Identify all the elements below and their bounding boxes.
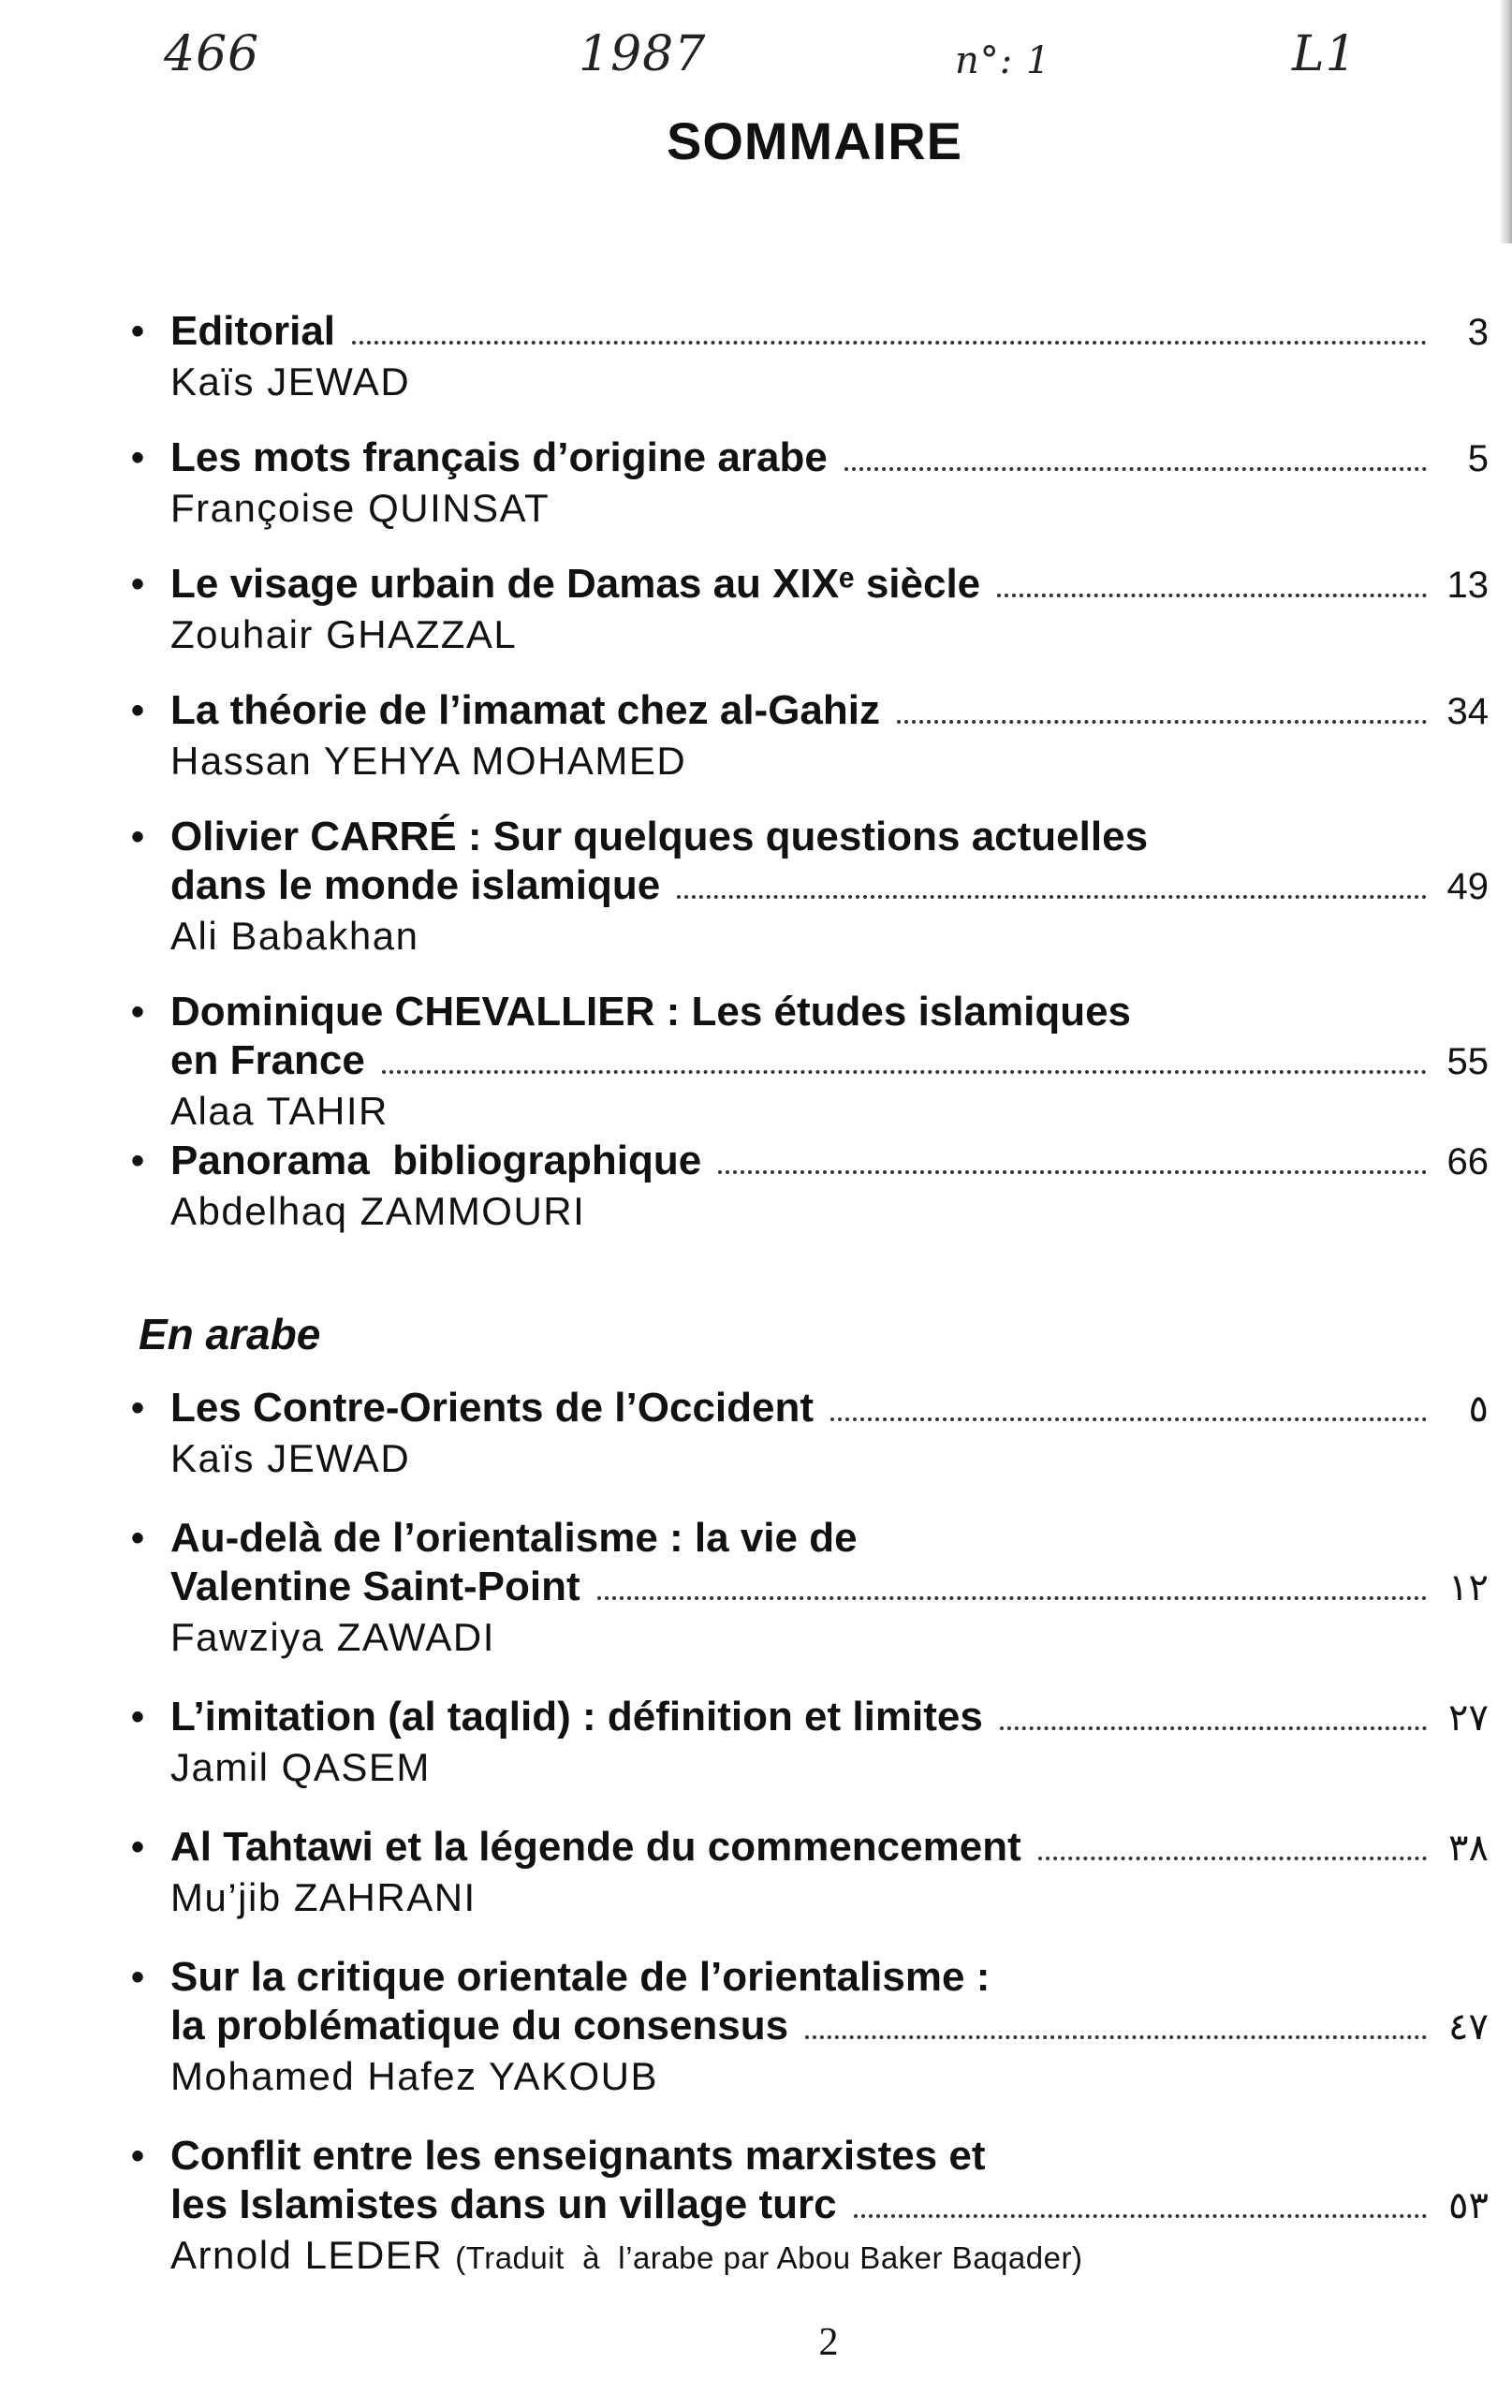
entry-page: ٤٧ [1448,2006,1489,2048]
dot-leader [830,1417,1427,1421]
entry-title-line [131,1137,1489,1186]
entry-author: Ali Babakhan [170,914,419,958]
entry-author: Hassan YEHYA MOHAMED [170,739,687,783]
bullet-icon: • [131,816,145,858]
toc-entry-chevallier [131,988,1489,1137]
entry-title: Editorial [170,308,336,354]
entry-title: Les mots français d’origine arabe [170,434,828,480]
entry-title-line [131,988,1489,1036]
entry-title: Au-delà de l’orientalisme : la vie de [170,1515,858,1561]
toc-entry-damas [131,560,1489,660]
entry-title-line [131,1384,1489,1433]
entry-author: Alaa TAHIR [170,1089,389,1133]
handwritten-year: 1987 [579,26,707,82]
toc-entry-imitation [131,1693,1489,1793]
translator-note: (Traduit à l’arabe par Abou Baker Baqader) [455,2240,1083,2275]
entry-title-line [131,813,1489,861]
entry-title: Conflit entre les enseignants marxistes et [170,2133,986,2179]
toc-entry-editorial [131,307,1489,407]
entry-title-line [131,1036,1489,1086]
toc-entry-carre [131,813,1489,962]
dot-leader [352,341,1427,345]
entry-title: Olivier CARRÉ : Sur quelques questions actuelles [170,814,1149,859]
entry-title: Al Tahtawi et la légende du commencement [170,1824,1021,1870]
bullet-icon: • [131,1388,145,1429]
entry-title-line [131,1514,1489,1563]
entry-title: Sur la critique orientale de l’orientalisme : [170,1954,991,2000]
entry-page: ٣٨ [1448,1828,1489,1869]
entry-title-line [131,433,1489,483]
entry-page: 66 [1446,1141,1489,1182]
entry-author: Kaïs JEWAD [170,360,411,404]
dot-leader [997,594,1427,597]
entry-title: Dominique CHEVALLIER : Les études islamiques [170,989,1132,1035]
entry-title: en France [170,1037,365,1083]
dot-leader [844,467,1427,471]
entry-author [131,2230,1489,2283]
toc-entry-contre-orients [131,1384,1489,1484]
dot-leader [1038,1857,1427,1860]
dot-leader [677,895,1427,899]
entry-page: ٢٧ [1448,1697,1489,1739]
entry-title-line [131,2180,1489,2230]
entry-title-line [131,861,1489,911]
toc-entry-panorama [131,1137,1489,1237]
entry-title-line [131,1953,1489,2002]
entry-title-line [131,560,1489,609]
bullet-icon: • [131,1140,145,1182]
entry-title-line [131,307,1489,357]
entry-author: Kaïs JEWAD [170,1436,411,1480]
handwritten-issue: n°: 1 [955,39,1051,82]
section-heading-en-arabe: En arabe [139,1310,321,1358]
entry-page: ٥٣ [1448,2185,1489,2226]
entry-title-line [131,2002,1489,2051]
entry-title: Panorama bibliographique [170,1138,702,1183]
bullet-icon: • [131,1518,145,1559]
page-number: 2 [818,2321,839,2364]
bullet-icon: • [131,2136,145,2177]
entry-page: 5 [1467,438,1489,479]
dot-leader [854,2214,1427,2218]
entry-title-line [131,1693,1489,1742]
entry-title: Les Contre-Orients de l’Occident [170,1385,815,1431]
entry-title: les Islamistes dans un village turc [170,2181,837,2227]
toc-entry-conflit [131,2132,1489,2283]
bullet-icon: • [131,1957,145,1998]
entry-title-line [131,1563,1489,1612]
entry-page: 3 [1467,312,1489,353]
entry-title-line [131,2132,1489,2180]
entry-title-line [131,686,1489,736]
entry-page: 55 [1446,1041,1489,1082]
entry-author: Abdelhaq ZAMMOURI [170,1189,586,1233]
entry-page: 13 [1446,565,1489,606]
entry-title: L’imitation (al taqlid) : définition et limites [170,1694,983,1740]
entry-author: Mohamed Hafez YAKOUB [170,2054,658,2098]
entry-title: La théorie de l’imamat chez al-Gahiz [170,687,880,733]
entry-author: Zouhair GHAZZAL [170,612,518,656]
entry-title: Le visage urbain de Damas au XIXᵉ siècle [170,561,981,607]
entry-author: Fawziya ZAWADI [170,1615,495,1659]
dot-leader [597,1596,1427,1600]
toc-entry-tahtawi [131,1823,1489,1923]
dot-leader [382,1070,1427,1074]
entry-page: ٥ [1468,1388,1489,1430]
bullet-icon: • [131,1827,145,1868]
bullet-icon: • [131,1696,145,1738]
entry-page: ١٢ [1448,1567,1489,1608]
entry-page: 49 [1446,866,1489,907]
entry-author: Mu’jib ZAHRANI [170,1875,477,1919]
bullet-icon: • [131,437,145,478]
toc-arabic [131,1384,1489,2283]
toc-entry-saint-point [131,1514,1489,1663]
entry-title: dans le monde islamique [170,862,661,908]
entry-author: Françoise QUINSAT [170,486,550,530]
entry-page: 34 [1446,691,1489,732]
bullet-icon: • [131,991,145,1033]
bullet-icon: • [131,311,145,352]
entry-author-name: Arnold LEDER [170,2233,444,2277]
dot-leader [1000,1726,1427,1730]
dot-leader [718,1170,1427,1174]
handwritten-shelf: L1 [1292,26,1358,82]
toc-entry-critique-orientale [131,1953,1489,2102]
dot-leader [897,720,1427,724]
entry-title-line [131,1823,1489,1872]
entry-author: Jamil QASEM [170,1745,431,1789]
entry-title: la problématique du consensus [170,2003,789,2048]
page-title: SOMMAIRE [667,111,962,170]
toc-entry-imamat [131,686,1489,786]
toc-french [131,307,1489,1237]
bullet-icon: • [131,690,145,731]
handwritten-archive-number: 466 [164,26,260,82]
entry-title: Valentine Saint-Point [170,1564,580,1609]
bullet-icon: • [131,564,145,605]
toc-entry-mots-francais [131,433,1489,534]
dot-leader [805,2035,1427,2039]
